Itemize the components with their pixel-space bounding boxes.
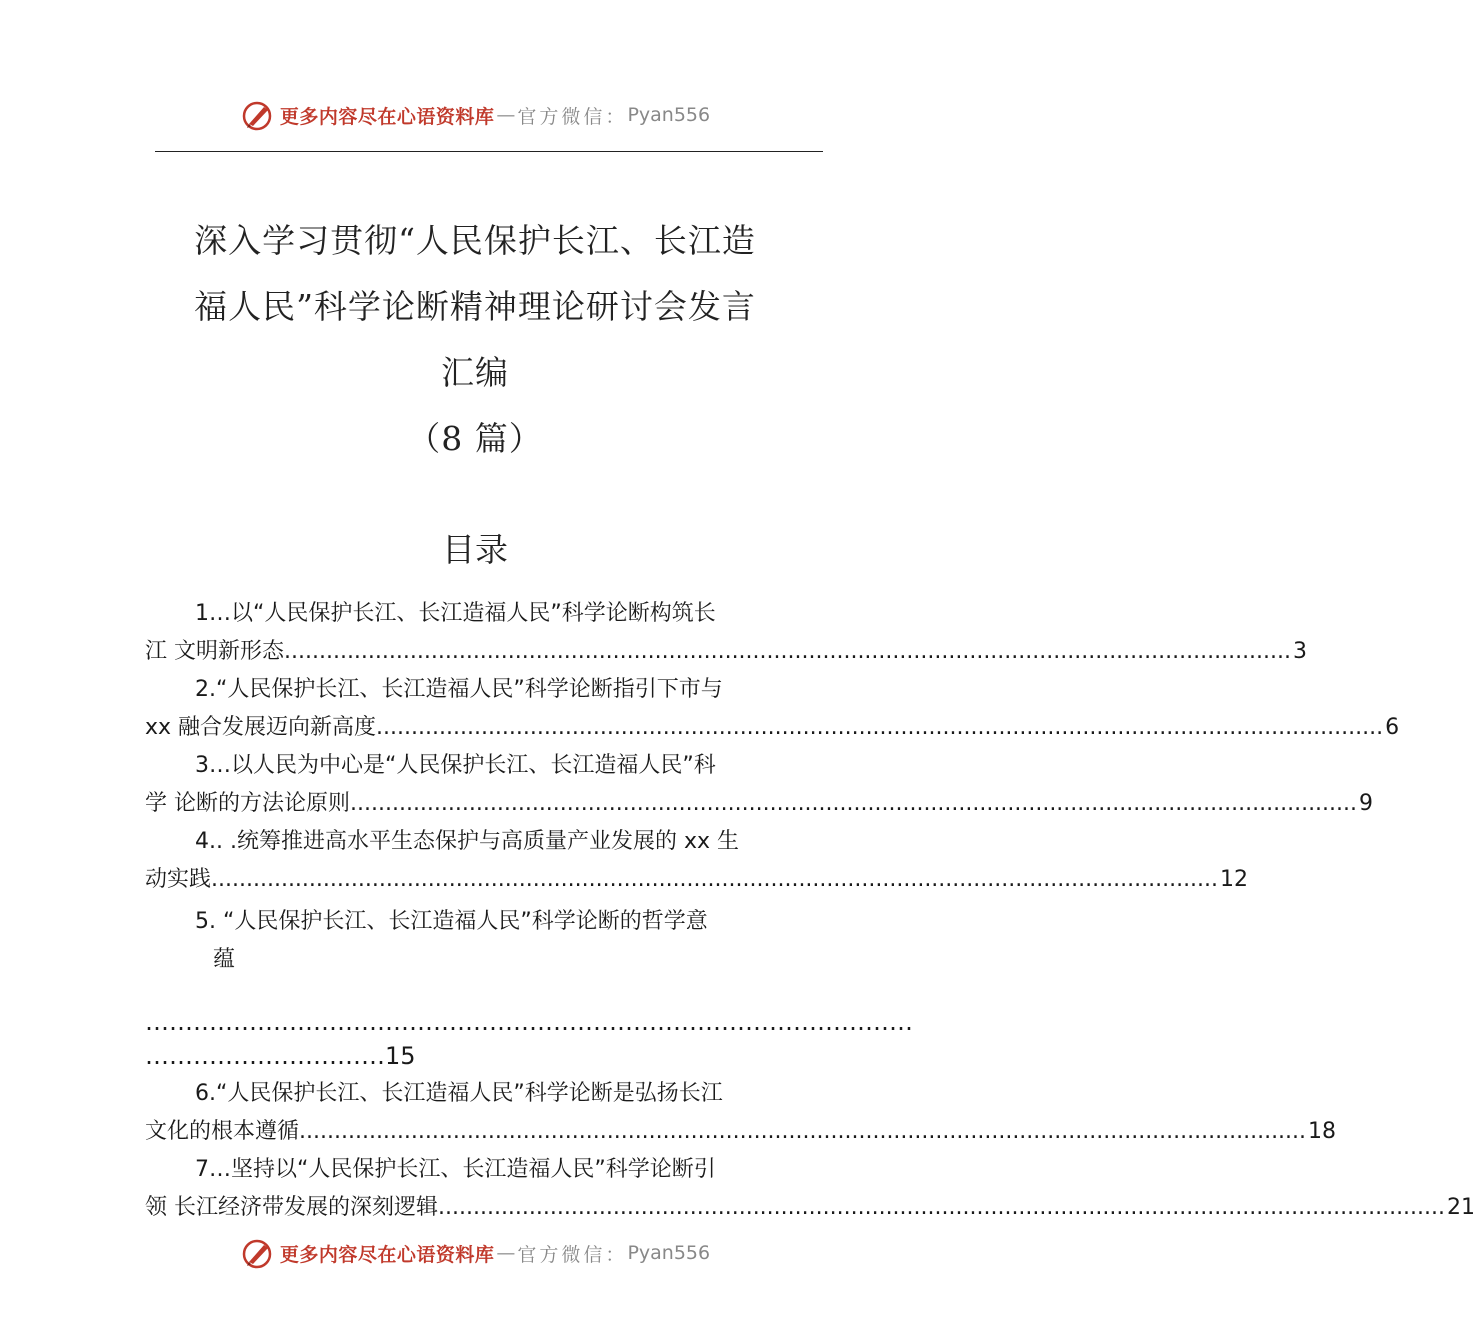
toc-page-number: 9 [1359,791,1374,816]
title-line-4: （8 篇） [407,419,543,458]
toc-entry-title-cont: 动实践 [145,867,212,892]
toc-page-number: 15 [385,1042,416,1070]
wechat-label: 官方微信： [517,1243,628,1266]
toc-page-number: 6 [1385,715,1400,740]
brand-dash: — [496,104,516,126]
pen-logo-icon [240,1236,274,1270]
toc-leader [211,861,1218,899]
wechat-account: Pyan556 [627,1242,711,1264]
toc-page-number: 21 [1447,1195,1475,1220]
toc-entry-title-cont: 文化的根本遵循 [145,1119,300,1144]
toc-entry[interactable] [145,823,1249,899]
wechat-account: Pyan556 [627,104,711,126]
toc-page-number: 12 [1220,867,1249,892]
toc-entry[interactable] [145,671,1400,747]
toc-heading: 目录 [442,530,508,569]
toc-entry-title-cont: 江 文明新形态 [145,639,284,664]
toc-entry-title: 6.“人民保护长江、长江造福人民”科学论断是弘扬长江 [195,1081,723,1106]
brand-text: 更多内容尽在心语资料库 [279,105,495,128]
toc-page-number: 3 [1293,639,1308,664]
toc-leader [376,709,1383,747]
document-title [0,208,950,472]
toc-leader [284,633,1291,671]
toc-leader-cont: ………………………… [145,1042,385,1070]
toc-entry-title: 2.“人民保护长江、长江造福人民”科学论断指引下市与 [195,677,723,702]
toc-entry-title-cont: 领 长江经济带发展的深刻逻辑 [145,1195,438,1220]
toc-entry-title: 5. “人民保护长江、长江造福人民”科学论断的哲学意 [195,909,708,934]
title-line-1: 深入学习贯彻“人民保护长江、长江造 [194,221,756,260]
toc-entry-title: 7…坚持以“人民保护长江、长江造福人民”科学论断引 [195,1157,716,1182]
toc-entry-title-cont: 蕴 [213,947,236,972]
header-banner [0,95,950,135]
footer-banner [0,1233,950,1273]
toc-entry-title-cont: xx 融合发展迈向新高度 [145,715,377,740]
toc-entry[interactable] [145,747,1374,823]
pen-logo-icon [240,98,274,132]
table-of-contents [145,595,1475,1227]
header-rule [155,151,823,152]
toc-entry[interactable] [145,1151,1475,1227]
toc-leader [299,1113,1306,1151]
toc-entry-title-cont: 学 论断的方法论原则 [145,791,350,816]
title-line-3: 汇编 [441,353,509,392]
toc-page-number: 18 [1308,1119,1337,1144]
brand-text: 更多内容尽在心语资料库 [279,1243,495,1266]
toc-entry[interactable] [145,1075,1337,1151]
toc-entry-title: 1…以“人民保护长江、长江造福人民”科学论断构筑长 [195,601,716,626]
toc-entry[interactable] [145,595,1308,671]
toc-entry-title: 4.. .统筹推进高水平生态保护与高质量产业发展的 xx 生 [195,829,739,854]
title-line-2: 福人民”科学论断精神理论研讨会发言 [194,287,756,326]
toc-entry-title: 3…以人民为中心是“人民保护长江、长江造福人民”科 [195,753,716,778]
wechat-label: 官方微信： [517,105,628,128]
toc-leader [438,1189,1445,1227]
brand-dash: — [496,1242,516,1264]
toc-entry[interactable] [145,903,913,1073]
toc-leader: …………………………………………………………………………………… [145,1008,913,1036]
toc-leader [350,785,1357,823]
